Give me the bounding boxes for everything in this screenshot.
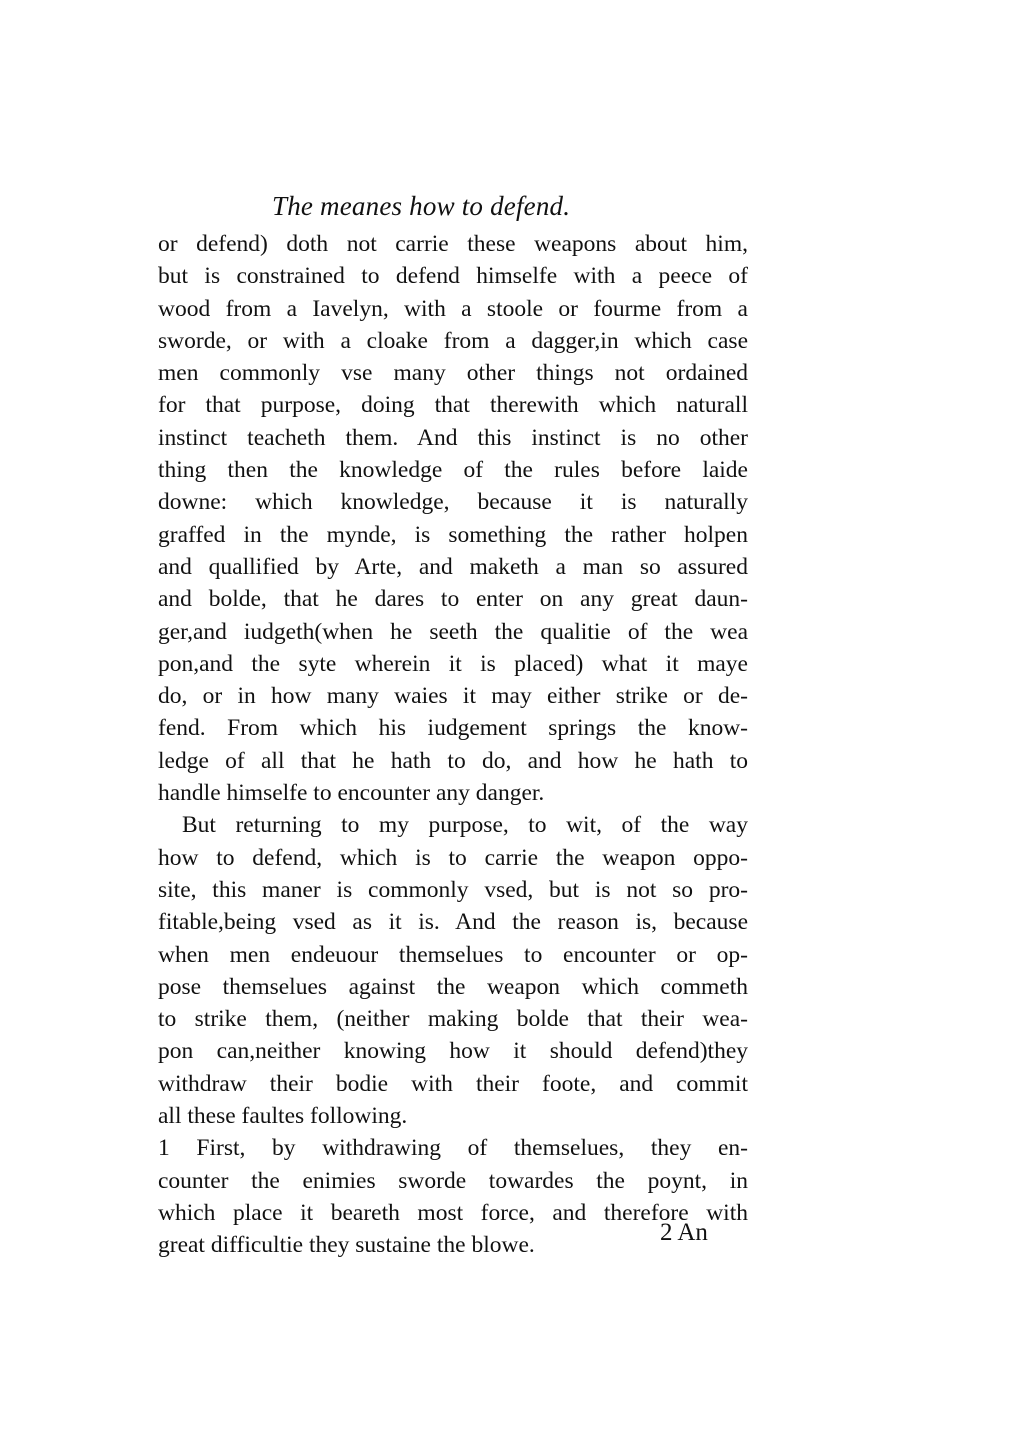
text-line: counter the enimies sworde towardes the poynt, in bbox=[158, 1167, 748, 1194]
text-line: for that purpose, doing that therewith which naturall bbox=[158, 392, 748, 419]
text-line: graffed in the mynde, is something the rather holpen bbox=[158, 521, 748, 548]
catchword: 2 An bbox=[660, 1219, 708, 1246]
text-line: great difficultie they sustaine the blowe. bbox=[158, 1232, 535, 1259]
text-line: but is constrained to defend himselfe with a peece of bbox=[158, 263, 748, 290]
text-line: how to defend, which is to carrie the weapon oppo- bbox=[158, 844, 748, 871]
text-line: fitable,being vsed as it is. And the reason is, because bbox=[158, 909, 748, 936]
text-line: ledge of all that he hath to do, and how he hath to bbox=[158, 747, 748, 774]
text-line: 1 First, by withdrawing of themselues, they en- bbox=[158, 1135, 748, 1162]
text-line: and bolde, that he dares to enter on any great daun- bbox=[158, 586, 748, 613]
text-line: downe: which knowledge, because it is naturally bbox=[158, 489, 748, 516]
running-head: The meanes how to defend. bbox=[272, 191, 571, 221]
text-line: pose themselues against the weapon which commeth bbox=[158, 973, 748, 1000]
text-line: men commonly vse many other things not ordained bbox=[158, 360, 748, 387]
text-line: and quallified by Arte, and maketh a man so assured bbox=[158, 553, 748, 580]
body-text bbox=[158, 228, 748, 1262]
text-line: pon can,neither knowing how it should defend)they bbox=[158, 1038, 748, 1065]
text-line: to strike them, (neither making bolde that their wea- bbox=[158, 1006, 748, 1033]
text-line: ger,and iudgeth(when he seeth the qualitie of the wea bbox=[158, 618, 748, 645]
text-line: fend. From which his iudgement springs the know- bbox=[158, 715, 748, 742]
text-line: which place it beareth most force, and therefore with bbox=[158, 1199, 748, 1226]
text-line: wood from a Iavelyn, with a stoole or fourme from a bbox=[158, 295, 748, 322]
text-line: But returning to my purpose, to wit, of the way bbox=[182, 812, 748, 839]
text-line: or defend) doth not carrie these weapons about him, bbox=[158, 231, 748, 257]
text-line: all these faultes following. bbox=[158, 1103, 408, 1130]
text-line: do, or in how many waies it may either strike or de- bbox=[158, 683, 748, 710]
text-line: withdraw their bodie with their foote, and commit bbox=[158, 1070, 748, 1097]
text-line: instinct teacheth them. And this instinct is no other bbox=[158, 424, 748, 451]
text-line: sworde, or with a cloake from a dagger,in which case bbox=[158, 327, 748, 354]
text-line: site, this maner is commonly vsed, but is not so pro- bbox=[158, 876, 748, 903]
text-line: handle himselfe to encounter any danger. bbox=[158, 780, 545, 807]
text-line: pon,and the syte wherein it is placed) what it maye bbox=[158, 650, 748, 677]
text-line: when men endeuour themselues to encounter or op- bbox=[158, 941, 748, 968]
text-line: thing then the knowledge of the rules before laide bbox=[158, 457, 748, 484]
